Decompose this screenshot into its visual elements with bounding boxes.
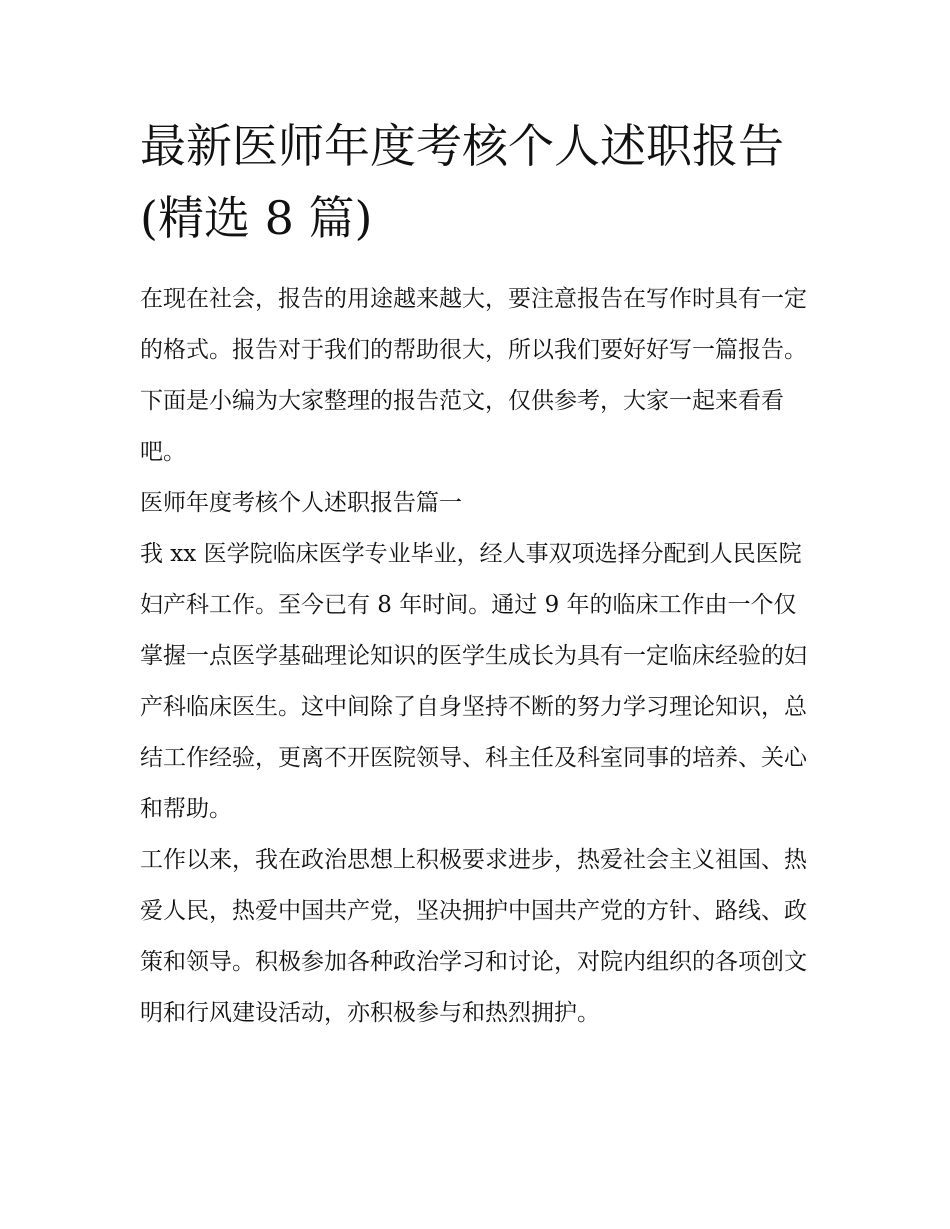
body-paragraph-2: 工作以来，我在政治思想上积极要求进步，热爱社会主义祖国、热爱人民，热爱中国共产党，坚决拥护中国共产党的方针、路线、政策和领导。积极参加各种政治学习和讨论，对院内组织的各项创文明和行风建设活动，亦积极参与和热烈拥护。 <box>140 847 807 1026</box>
body-paragraph-1: 我 xx 医学院临床医学专业毕业，经人事双项选择分配到人民医院妇产科工作。至今已有 8 年时间。通过 9 年的临床工作由一个仅掌握一点医学基础理论知识的医学生成长为具有一定临床经验的妇产科临床医生。这中间除了自身坚持不断的努力学习理论知识，总结工作经验，更离不开医院领导、科主任及科室同事的培养、关心和帮助。 <box>140 541 807 822</box>
intro-paragraph: 在现在社会，报告的用途越来越大，要注意报告在写作时具有一定的格式。报告对于我们的帮助很大，所以我们要好好写一篇报告。下面是小编为大家整理的报告范文，仅供参考，大家一起来看看吧。 <box>140 286 807 465</box>
section-heading: 医师年度考核个人述职报告篇一 <box>140 490 462 516</box>
document-page <box>140 110 812 1039</box>
document-title: 最新医师年度考核个人述职报告(精选 8 篇) <box>140 119 784 245</box>
